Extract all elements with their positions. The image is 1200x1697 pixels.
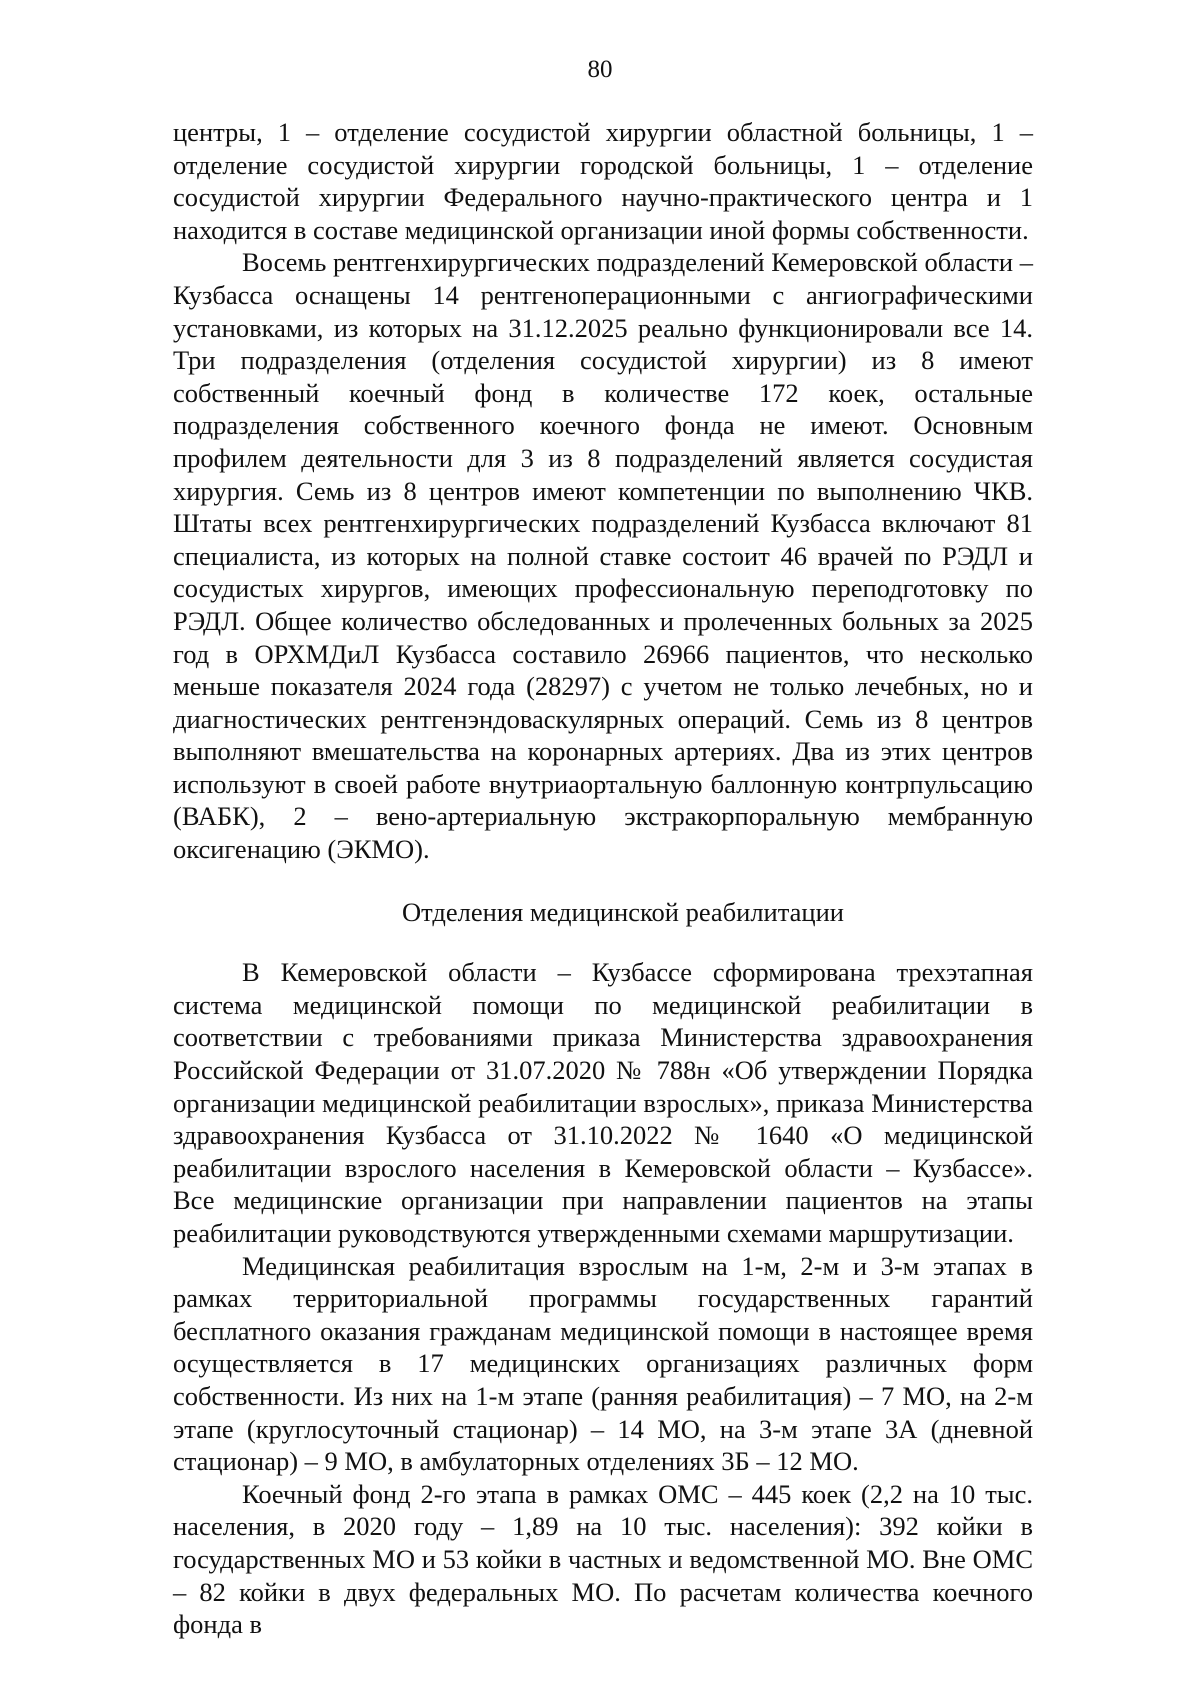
page-number: 80 xyxy=(587,56,613,83)
paragraph-rehab-system: В Кемеровской области – Кузбассе сформирована трехэтапная система медицинской помощи по медицинской реабилитации в соответствии с требованиями приказа Министерства здравоохранения Российской Федерации от 31.07.2020 № 788н «Об утверждении Порядка организации медицинской реабилитации взрослых», приказа Министерства здравоохранения Кузбасса от 31.10.2022 № 1640 «О медицинской реабилитации взрослого населения в Кемеровской области – Кузбассе». Все медицинские организации при направлении пациентов на этапы реабилитации руководствуются утвержденными схемами маршрутизации. xyxy=(173,957,1033,1248)
section-heading: Отделения медицинской реабилитации xyxy=(402,896,844,927)
paragraph-xray-surgery: Восемь рентгенхирургических подразделений Кемеровской области – Кузбасса оснащены 14 рентгеноперационными с ангиографическими установками, из которых на 31.12.2025 реально функционировали все 14. Три подразделения (отделения сосудистой хирургии) из 8 имеют собственный коечный фонд в количестве 172 коек, остальные подразделения собственного коечного фонда не имеют. Основным профилем деятельности для 3 из 8 подразделений является сосудистая хирургия. Семь из 8 центров имеют компетенции по выполнению ЧКВ. Штаты всех рентгенхирургических подразделений Кузбасса включают 81 специалиста, из которых на полной ставке состоит 46 врачей по РЭДЛ и сосудистых хирургов, имеющих профессиональную переподготовку по РЭДЛ. Общее количество обследованных и пролеченных больных за 2025 год в ОРХМДиЛ Кузбасса составило 26966 пациентов, что несколько меньше показателя 2024 года (28297) с учетом не только лечебных, но и диагностических рентгенэндоваскулярных операций. Семь из 8 центров выполняют вмешательства на коронарных артериях. Два из этих центров используют в своей работе внутриаортальную баллонную контрпульсацию (ВАБК), 2 – вено-артериальную экстракорпоральную мембранную оксигенацию (ЭКМО). xyxy=(173,247,1033,865)
paragraph-bed-fund: Коечный фонд 2-го этапа в рамках ОМС – 445 коек (2,2 на 10 тыс. населения, в 2020 году – 1,89 на 10 тыс. населения): 392 койки в государственных МО и 53 койки в частных и ведомственной МО. Вне ОМС – 82 койки в двух федеральных МО. По расчетам количества коечного фонда в xyxy=(173,1478,1033,1640)
paragraph-continuation: центры, 1 – отделение сосудистой хирургии областной больницы, 1 – отделение сосудистой хирургии городской больницы, 1 – отделение сосудистой хирургии Федерального научно-практического центра и 1 находится в составе медицинской организации иной формы собственности. xyxy=(173,117,1033,245)
document-body xyxy=(173,116,1033,1641)
paragraph-rehab-stages: Медицинская реабилитация взрослым на 1-м, 2-м и 3-м этапах в рамках территориальной программы государственных гарантий бесплатного оказания гражданам медицинской помощи в настоящее время осуществляется в 17 медицинских организациях различных форм собственности. Из них на 1-м этапе (ранняя реабилитация) – 7 МО, на 2-м этапе (круглосуточный стационар) – 14 МО, на 3-м этапе 3А (дневной стационар) – 9 МО, в амбулаторных отделениях 3Б – 12 МО. xyxy=(173,1250,1033,1477)
